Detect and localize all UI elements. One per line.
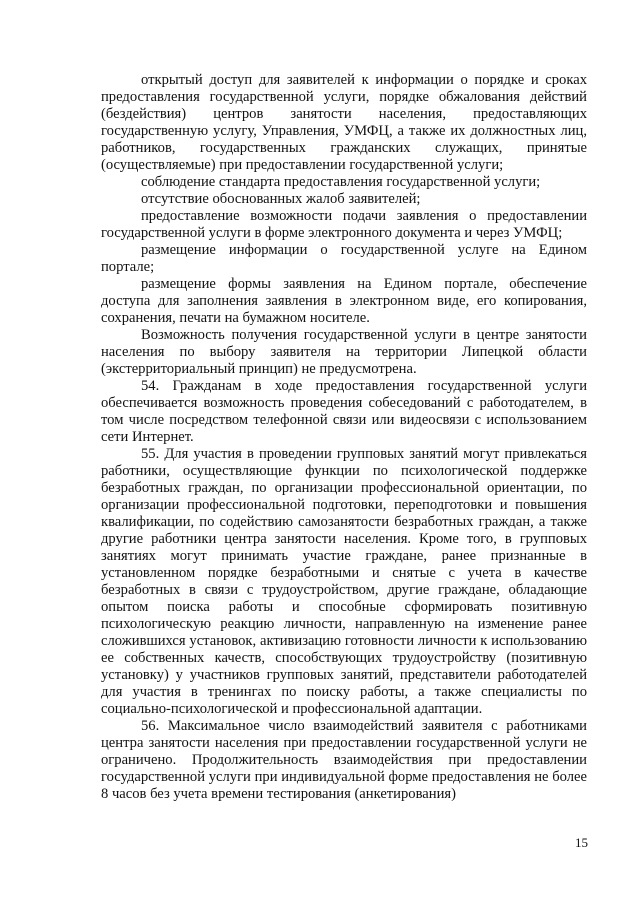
paragraph-portal-info: размещение информации о государственной услуге на Едином портале; (101, 242, 587, 275)
paragraph-54-interviews: 54. Гражданам в ходе предоставления государственной услуги обеспечивается возможность проведения собеседований с работодателем, в том числе посредством телефонной связи или видеосвязи с использованием сети Интернет. (101, 378, 587, 445)
paragraph-standard-compliance: соблюдение стандарта предоставления государственной услуги; (141, 174, 541, 190)
paragraph-no-complaints: отсутствие обоснованных жалоб заявителей; (141, 191, 421, 207)
paragraph-55-group-sessions: 55. Для участия в проведении групповых занятий могут привлекаться работники, осуществляющие функции по психологической поддержке безработных граждан, по организации профессиональной ориентации, по организации профессиональной подготовки, переподготовки и повышения квалификации, по содействию самозанятости безработных граждан, а также другие работники центра занятости населения. Кроме того, в групповых занятиях могут принимать участие граждане, ранее признанные в установленном порядке безработными и снятые с учета в качестве безработных в связи с трудоустройством, другие граждане, обладающие опытом поиска работы и способные сформировать позитивную психологическую реакцию личности, направленную на изменение ранее сложившихся установок, активизацию готовности личности к использованию ее собственных качеств, способствующих трудоустройству (позитивную установку) у участников групповых занятий, представители работодателей для участия в тренингах по поиску работы, а также специалисты по социально-психологической и профессиональной адаптации. (101, 446, 587, 717)
paragraph-electronic-submission: предоставление возможности подачи заявления о предоставлении государственной услуги в форме электронного документа и через УМФЦ; (101, 208, 587, 241)
document-body (101, 72, 587, 803)
paragraph-extraterritorial: Возможность получения государственной услуги в центре занятости населения по выбору заявителя на территории Липецкой области (экстерриториальный принцип) не предусмотрена. (101, 327, 587, 377)
paragraph-public-access: открытый доступ для заявителей к информации о порядке и сроках предоставления государственной услуги, порядке обжалования действий (бездействия) центров занятости населения, предоставляющих государственную услугу, Управления, УМФЦ, а также их должностных лиц, работников, государственных гражданских служащих, принятые (осуществляемые) при предоставлении государственной услуги; (101, 72, 587, 173)
page-number: 15 (575, 835, 588, 850)
paragraph-56-interactions: 56. Максимальное число взаимодействий заявителя с работниками центра занятости населения при предоставлении государственной услуги не ограничено. Продолжительность взаимодействия при предоставлении государственной услуги при индивидуальной форме предоставления не более 8 часов без учета времени тестирования (анкетирования) (101, 718, 587, 802)
paragraph-portal-form: размещение формы заявления на Едином портале, обеспечение доступа для заполнения заявления в электронном виде, его копирования, сохранения, печати на бумажном носителе. (101, 276, 587, 326)
